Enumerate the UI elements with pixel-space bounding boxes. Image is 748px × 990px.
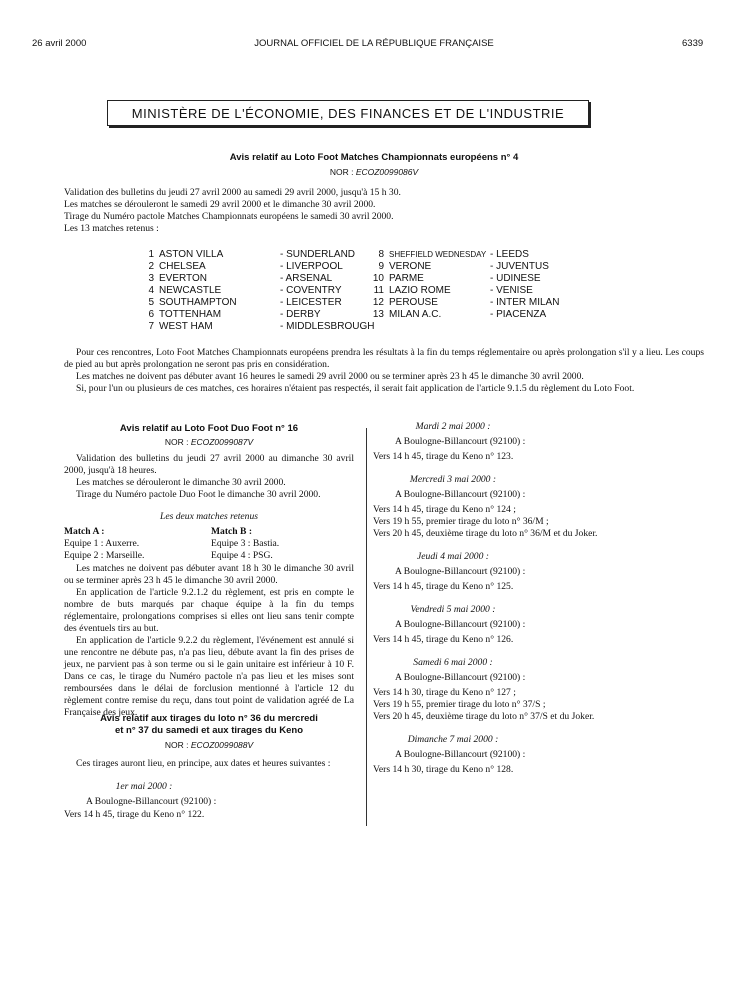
nor-code: ECOZ0099087V xyxy=(190,437,254,447)
avis3-nor xyxy=(64,740,354,750)
schedule-line: Vers 19 h 55, premier tirage du loto n° 37/S ; xyxy=(373,699,546,710)
team-1: Equipe 1 : Auxerre. xyxy=(64,538,140,549)
avis2-para4: En application de l'article 9.2.2 du règlement, l'événement est annulé si une rencontre ne débute pas, n'a pas lieu, débute avant la fin des prises de jeux, ne parvient pas à son terme ou si le gain unitaire est inférieur à 10 F. Dans ce cas, le tirage du Numéro pactole n'a pas lieu et les mises sont remboursées dans le délai de forclusion mentionné à l'article 12 du règlement contre remise du reçu, dans tout point de validation agréé de La Française des jeux. xyxy=(64,635,354,718)
match-home-team: SHEFFIELD WEDNESDAY xyxy=(389,250,487,259)
match-row xyxy=(370,261,559,273)
match-home-team: VERONE xyxy=(389,261,432,272)
intro-line: Les 13 matches retenus : xyxy=(64,223,159,234)
schedule-date: Dimanche 7 mai 2000 : xyxy=(407,734,499,745)
ministry-heading: MINISTÈRE DE L'ÉCONOMIE, DES FINANCES ET DE L'INDUSTRIE xyxy=(107,100,589,126)
schedule-place: A Boulogne-Billancourt (92100) : xyxy=(395,566,526,577)
avis2-para3: En application de l'article 9.2.1.2 du règlement, est pris en compte le nombre de buts marqués par chaque équipe à la fin du temps réglementaire, prolongations comprises si elles ont lieu sans tenir compte des éventuels tirs au but. xyxy=(64,587,354,634)
match-number: 6 xyxy=(148,309,154,320)
avis1-title: Avis relatif au Loto Foot Matches Championnats européens n° 4 xyxy=(229,152,519,163)
schedule-date: Mercredi 3 mai 2000 : xyxy=(409,474,497,485)
match-home-team: NEWCASTLE xyxy=(159,285,222,296)
matches-left xyxy=(140,249,374,333)
match-home-team: PARME xyxy=(389,273,424,284)
team-3: Equipe 3 : Bastia. xyxy=(211,538,280,549)
page-date: 26 avril 2000 xyxy=(32,38,87,49)
schedule-list xyxy=(373,421,713,787)
schedule-date: Samedi 6 mai 2000 : xyxy=(413,657,493,668)
schedule-line: Vers 14 h 30, tirage du Keno n° 127 ; xyxy=(373,687,516,698)
match-row xyxy=(140,297,374,309)
avis1-nor xyxy=(60,167,688,177)
nor-label: NOR : xyxy=(164,740,189,750)
schedule-place: A Boulogne-Billancourt (92100) : xyxy=(395,749,526,760)
schedule-date: 1er mai 2000 : xyxy=(115,781,173,792)
match-away-team: - INTER MILAN xyxy=(490,297,560,308)
match-home-team: TOTTENHAM xyxy=(159,309,222,320)
match-number: 11 xyxy=(373,285,384,296)
match-away-team: - VENISE xyxy=(490,285,533,296)
match-away-team: - LIVERPOOL xyxy=(280,261,343,272)
schedule-place: A Boulogne-Billancourt (92100) : xyxy=(395,672,526,683)
avis1-para2: Les matches ne doivent pas débuter avant 16 heures le samedi 29 avril 2000 ou se terminer après 23 h 45 le dimanche 30 avril 2000. xyxy=(76,371,584,382)
schedule-line: Vers 14 h 45, tirage du Keno n° 124 ; xyxy=(373,504,516,515)
match-row xyxy=(140,261,374,273)
schedule-line: Vers 19 h 55, premier tirage du loto n° 36/M ; xyxy=(373,516,549,527)
avis2-nor xyxy=(64,437,354,447)
match-home-team: PEROUSE xyxy=(389,297,438,308)
match-home-team: EVERTON xyxy=(159,273,207,284)
match-home-team: WEST HAM xyxy=(159,321,213,332)
schedule-place: A Boulogne-Billancourt (92100) : xyxy=(395,619,526,630)
match-row xyxy=(370,285,559,297)
schedule-place: A Boulogne-Billancourt (92100) : xyxy=(395,489,526,500)
match-number: 7 xyxy=(148,321,154,332)
avis2-line2: Les matches se dérouleront le dimanche 30 avril 2000. xyxy=(76,477,286,488)
journal-title: JOURNAL OFFICIEL DE LA RÉPUBLIQUE FRANÇAISE xyxy=(254,38,494,49)
match-row xyxy=(140,249,374,261)
nor-label: NOR : xyxy=(164,437,189,447)
match-row xyxy=(140,321,374,333)
avis3-title-line: Avis relatif aux tirages du loto n° 36 du mercredi xyxy=(100,713,318,724)
schedule-date: Jeudi 4 mai 2000 : xyxy=(417,551,489,562)
match-away-team: - MIDDLESBROUGH xyxy=(280,321,375,332)
schedule-line: Vers 20 h 45, deuxième tirage du loto n° 37/S et du Joker. xyxy=(373,711,595,722)
schedule-line: Vers 14 h 45, tirage du Keno n° 123. xyxy=(373,451,514,462)
match-row xyxy=(140,309,374,321)
match-number: 8 xyxy=(378,249,384,260)
schedule-place: A Boulogne-Billancourt (92100) : xyxy=(395,436,526,447)
match-number: 1 xyxy=(148,249,154,260)
match-number: 5 xyxy=(148,297,154,308)
match-number: 13 xyxy=(372,309,384,320)
match-number: 10 xyxy=(372,273,384,284)
match-away-team: - PIACENZA xyxy=(490,309,547,320)
match-away-team: - COVENTRY xyxy=(280,285,342,296)
column-divider xyxy=(366,428,367,826)
match-row xyxy=(370,297,559,309)
schedule-line: Vers 14 h 45, tirage du Keno n° 122. xyxy=(64,809,205,820)
match-home-team: CHELSEA xyxy=(159,261,206,272)
matches-right xyxy=(370,249,559,321)
page-number: 6339 xyxy=(682,38,704,49)
avis2-para1: Validation des bulletins du jeudi 27 avril 2000 au dimanche 30 avril 2000, jusqu'à 18 heures. xyxy=(64,453,354,476)
match-home-team: LAZIO ROME xyxy=(389,285,451,296)
match-away-team: - DERBY xyxy=(280,309,321,320)
match-away-team: - ARSENAL xyxy=(280,273,333,284)
avis2-para2: Les matches ne doivent pas débuter avant 18 h 30 le dimanche 30 avril ou se terminer après 23 h 45 le dimanche 30 avril 2000. xyxy=(64,563,354,586)
match-a-label: Match A : xyxy=(64,526,105,537)
match-away-team: - LEEDS xyxy=(490,249,529,260)
schedule-day xyxy=(373,551,713,593)
match-b-label: Match B : xyxy=(211,526,253,537)
match-number: 12 xyxy=(372,297,384,308)
schedule-line: Vers 14 h 30, tirage du Keno n° 128. xyxy=(373,764,514,775)
match-number: 9 xyxy=(378,261,384,272)
intro-line: Les matches se dérouleront le samedi 29 avril 2000 et le dimanche 30 avril 2000. xyxy=(64,199,376,210)
match-row xyxy=(370,249,559,261)
nor-label: NOR : xyxy=(329,167,354,177)
match-away-team: - JUVENTUS xyxy=(490,261,549,272)
avis3-title-line: et n° 37 du samedi et aux tirages du Keno xyxy=(114,725,304,736)
schedule-date: Mardi 2 mai 2000 : xyxy=(415,421,491,432)
match-row xyxy=(140,285,374,297)
match-away-team: - SUNDERLAND xyxy=(280,249,356,260)
avis1-intro xyxy=(64,187,704,235)
schedule-line: Vers 14 h 45, tirage du Keno n° 126. xyxy=(373,634,514,645)
match-row xyxy=(370,309,559,321)
match-home-team: ASTON VILLA xyxy=(159,249,224,260)
avis2-title: Avis relatif au Loto Foot Duo Foot n° 16 xyxy=(119,423,299,434)
match-number: 3 xyxy=(148,273,154,284)
intro-line: Tirage du Numéro pactole Matches Championnats européens le samedi 30 avril 2000. xyxy=(64,211,394,222)
intro-line: Validation des bulletins du jeudi 27 avril 2000 au samedi 29 avril 2000, jusqu'à 15 h 30. xyxy=(64,187,401,198)
match-number: 4 xyxy=(148,285,154,296)
avis2-line3: Tirage du Numéro pactole Duo Foot le dimanche 30 avril 2000. xyxy=(76,489,321,500)
avis1-para1: Pour ces rencontres, Loto Foot Matches Championnats européens prendra les résultats à la fin du temps réglementaire ou après prolongation s'il y a lieu. Les coups de pied au but après prolongation ne seront pas pris en considération. xyxy=(64,347,704,370)
team-4: Equipe 4 : PSG. xyxy=(211,550,273,561)
avis1-para3: Si, pour l'un ou plusieurs de ces matches, ces horaires n'étaient pas respectés, il serait fait application de l'article 9.1.5 du règlement du Loto Foot. xyxy=(76,383,635,394)
match-home-team: MILAN A.C. xyxy=(389,309,442,320)
schedule-line: Vers 20 h 45, deuxième tirage du loto n° 36/M et du Joker. xyxy=(373,528,598,539)
match-away-team: - LEICESTER xyxy=(280,297,342,308)
avis3-intro: Ces tirages auront lieu, en principe, aux dates et heures suivantes : xyxy=(76,758,331,769)
avis3-title xyxy=(64,713,354,737)
match-number: 2 xyxy=(148,261,154,272)
schedule-day xyxy=(373,474,713,540)
match-away-team: - UDINESE xyxy=(490,273,541,284)
match-home-team: SOUTHAMPTON xyxy=(159,297,237,308)
schedule-day xyxy=(373,657,713,723)
nor-code: ECOZ0099086V xyxy=(355,167,419,177)
schedule-place: A Boulogne-Billancourt (92100) : xyxy=(86,796,217,807)
schedule-date: Vendredi 5 mai 2000 : xyxy=(410,604,496,615)
match-row xyxy=(140,273,374,285)
avis2-subtitle: Les deux matches retenus xyxy=(160,511,258,522)
schedule-day xyxy=(373,604,713,646)
match-row xyxy=(370,273,559,285)
team-2: Equipe 2 : Marseille. xyxy=(64,550,145,561)
schedule-day xyxy=(373,734,713,776)
nor-code: ECOZ0099088V xyxy=(190,740,254,750)
schedule-line: Vers 14 h 45, tirage du Keno n° 125. xyxy=(373,581,514,592)
schedule-day xyxy=(373,421,713,463)
